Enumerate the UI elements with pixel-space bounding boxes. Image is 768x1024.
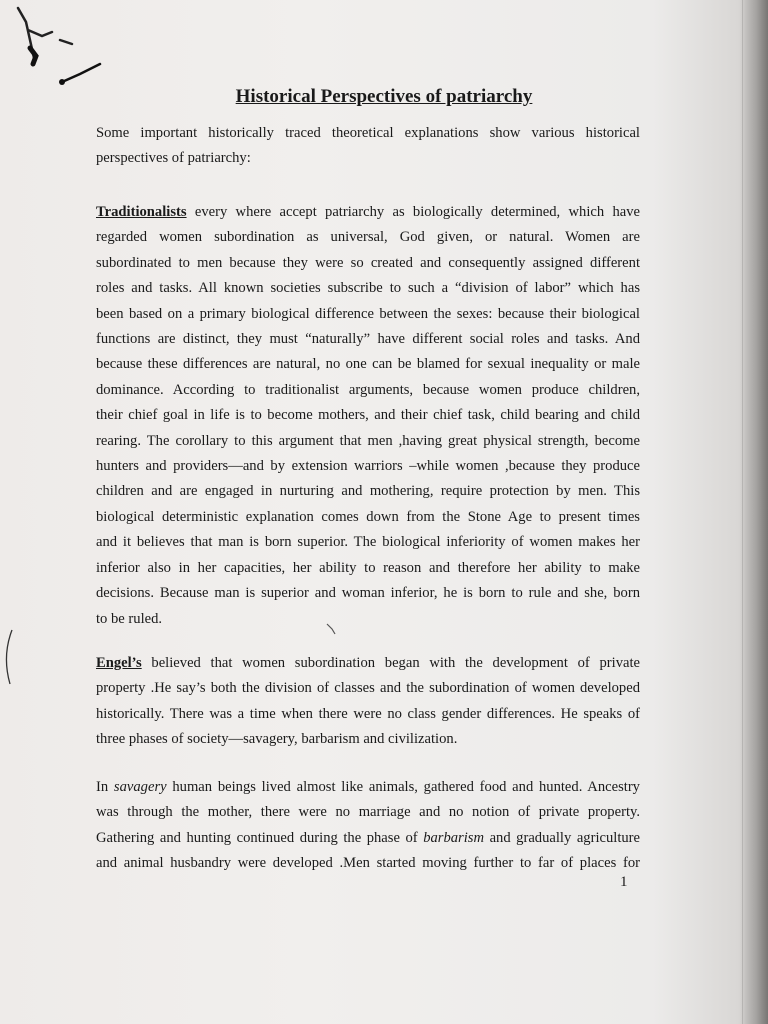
paragraph-first-line [96,200,640,225]
paragraph-line: roles and tasks. All known societies subscribe to such a “division of labor” which has [96,280,640,297]
paragraph-line: children and are engaged in nurturing and mothering, require protection by men. This [96,483,640,500]
paragraph-line: hunters and providers—and by extension warriors –while women ,because they produce [96,458,640,475]
paragraph-line: three phases of society—savagery, barbarism and civilization. [96,731,458,748]
paragraph-line: rearing. The corollary to this argument that men ,having great physical strength, become [96,432,640,449]
savagery-paragraph [96,775,640,877]
engels-paragraph [96,651,640,753]
document-title: Historical Perspectives of patriarchy [235,86,533,107]
paragraph-line: because these differences are natural, no one can be blamed for sexual inequality or male [96,356,640,373]
paragraph-line: and animal husbandry were developed .Men started moving further to far of places for [96,855,640,872]
page-edge-shadow [740,0,768,1024]
page-number: 1 [620,874,628,890]
paragraph-line: regarded women subordination as universal, God given, or natural. Women are [96,229,640,246]
paragraph-line: historically. There was a time when there were no class gender differences. He speaks of [96,705,640,722]
intro-line: perspectives of patriarchy: [96,150,251,167]
intro-paragraph [96,121,640,172]
barbarism-term: barbarism [423,829,485,846]
paragraph-line: and it believes that man is born superior. The biological inferiority of women makes her [96,534,640,551]
pencil-margin-mark [0,628,20,688]
traditionalists-paragraph [96,200,640,632]
paragraph-line: to be ruled. [96,610,163,627]
paragraph-line-text: Gathering and hunting continued during the phase of [96,829,418,846]
paragraph-line-text: In [96,779,109,795]
paragraph-line: biological deterministic explanation comes down from the Stone Age to present times [96,508,640,525]
paragraph-first-line [96,651,640,676]
paragraph-line: functions are distinct, they must “naturally” have different social roles and tasks. And [96,331,640,348]
paragraph-line-text: every where accept patriarchy as biologically determined, which have [194,204,640,220]
paragraph-line [96,826,640,851]
traditionalists-term: Traditionalists [96,204,187,220]
paragraph-line: decisions. Because man is superior and woman inferior, he is born to rule and she, born [96,585,640,602]
ink-scribble-mark [0,0,120,95]
paragraph-line: been based on a primary biological difference between the sexes: because their biological [96,305,640,322]
savagery-term: savagery [113,779,167,795]
paragraph-line: their chief goal in life is to become mothers, and their chief task, child bearing and child [96,407,640,424]
paragraph-line: was through the mother, there were no marriage and no notion of private property. [96,804,640,821]
paragraph-line: dominance. According to traditionalist arguments, because women produce children, [96,381,640,398]
intro-line: Some important historically traced theoretical explanations show various historical [96,125,640,141]
paragraph-line-text: human beings lived almost like animals, gathered food and hunted. Ancestry [172,779,640,795]
paragraph-line: inferior also in her capacities, her ability to reason and therefore her ability to make [96,559,640,576]
paragraph-line [96,775,640,800]
paragraph-line-text: and gradually agriculture [489,829,641,846]
paragraph-line: subordinated to men because they were so created and consequently assigned different [96,254,640,271]
paragraph-line: property .He say’s both the division of classes and the subordination of women developed [96,680,640,697]
paragraph-line-text: believed that women subordination began with the development of private [151,655,640,671]
engels-term: Engel’s [96,655,142,671]
